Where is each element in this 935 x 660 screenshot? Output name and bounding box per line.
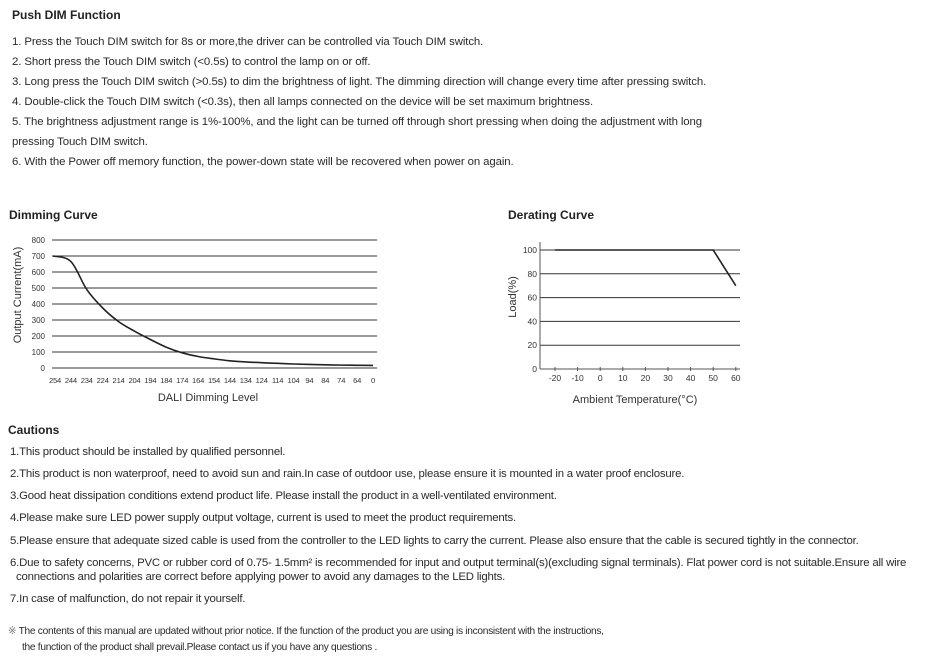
push-dim-line-4: 4. Double-click the Touch DIM switch (<0.3s), then all lamps connected on the device will be set maximum brightness.: [12, 96, 594, 108]
push-dim-line-5-cont: pressing Touch DIM switch.: [12, 136, 148, 148]
caution-4: 4.Please make sure LED power supply output voltage, current is used to meet the product requirements.: [10, 512, 516, 524]
dimming-y-ticks: [32, 236, 46, 373]
dimming-y-tick-label: 400: [31, 300, 45, 309]
derating-y-ticks: [523, 245, 537, 374]
push-dim-line-1: 1. Press the Touch DIM switch for 8s or more,the driver can be controlled via Touch DIM switch.: [12, 36, 484, 48]
dimming-x-label: DALI Dimming Level: [157, 392, 259, 404]
derating-x-tick-label: -20: [548, 373, 562, 383]
dimming-y-label: Output Current(mA): [12, 246, 24, 344]
dimming-x-tick-label: 74: [337, 376, 346, 385]
derating-x-tick-label: 10: [618, 373, 628, 383]
derating-x-tick-label: -10: [571, 373, 584, 383]
dimming-x-tick-label: 234: [80, 376, 93, 385]
derating-x-tick-label: 20: [640, 373, 651, 383]
derating-y-tick-label: 20: [527, 340, 537, 351]
dimming-x-tick-label: 164: [192, 376, 205, 385]
dimming-grid: [52, 240, 377, 368]
derating-curve-line: [555, 250, 736, 286]
dimming-x-tick-label: 104: [287, 376, 300, 385]
derating-x-tick-label: 60: [731, 373, 741, 383]
derating-curve-chart: [500, 200, 760, 410]
dimming-x-tick-label: 184: [160, 376, 173, 385]
derating-y-tick-label: 80: [527, 268, 537, 279]
cautions-title: Cautions: [8, 423, 60, 437]
dimming-x-tick-label: 214: [112, 376, 125, 385]
derating-x-tick-label: 40: [685, 373, 696, 383]
dimming-x-tick-label: 84: [321, 376, 330, 385]
dimming-x-tick-label: 224: [96, 376, 109, 385]
dimming-y-tick-label: 800: [31, 236, 45, 245]
dimming-x-tick-label: 144: [223, 376, 236, 385]
notice-line-2: the function of the product shall prevail.Please contact us if you have any questions .: [22, 642, 378, 653]
derating-x-tick-label: 30: [663, 373, 673, 383]
notice-line-1: [8, 626, 604, 637]
push-dim-line-2: 2. Short press the Touch DIM switch (<0.5s) to control the lamp on or off.: [12, 56, 371, 68]
dimming-y-tick-label: 100: [31, 348, 45, 357]
dimming-x-tick-label: 204: [128, 376, 141, 385]
caution-1: 1.This product should be installed by qualified personnel.: [10, 446, 286, 458]
derating-y-tick-label: 60: [527, 292, 537, 303]
dimming-x-tick-label: 194: [144, 376, 157, 385]
derating-y-label: Load(%): [507, 276, 519, 318]
push-dim-line-6: 6. With the Power off memory function, the power-down state will be recovered when power on again.: [12, 156, 514, 168]
dimming-y-tick-label: 300: [31, 316, 45, 325]
dimming-x-tick-label: 94: [305, 376, 314, 385]
derating-x-label: Ambient Temperature(°C): [572, 394, 698, 406]
push-dim-line-3: 3. Long press the Touch DIM switch (>0.5s) to dim the brightness of light. The dimming direction will change every time after pressing switch.: [12, 76, 707, 88]
dimming-x-tick-label: 134: [239, 376, 252, 385]
dimming-y-tick-label: 500: [31, 284, 45, 293]
caution-5: 5.Please ensure that adequate sized cable is used from the controller to the LED lights to carry the current. Please also ensure that the cable is secured tightly in the connector.: [10, 535, 859, 547]
dimming-x-tick-label: 154: [207, 376, 221, 385]
derating-x-tick-label: 50: [708, 373, 718, 383]
dimming-y-tick-label: 700: [31, 252, 45, 261]
dimming-x-tick-label: 244: [64, 376, 77, 385]
caution-6: 6.Due to safety concerns, PVC or rubber cord of 0.75- 1.5mm² is recommended for input and output terminal(s)(excluding signal terminals). Flat power cord is not suitable.Ensure all wire: [10, 557, 907, 569]
derating-x-tick-label: 0: [597, 373, 603, 383]
derating-y-tick-label: 0: [532, 364, 537, 374]
dimming-y-tick-label: 0: [40, 364, 45, 373]
derating-curve-title: Derating Curve: [508, 208, 595, 222]
caution-6-cont: connections and polarities are correct before applying power to avoid any damages to the LED lights.: [16, 571, 506, 583]
notice-mark-icon: ※: [8, 626, 17, 637]
push-dim-line-5: 5. The brightness adjustment range is 1%-100%, and the light can be turned off through short pressing when doing the adjustment with long: [12, 116, 703, 128]
derating-y-tick-label: 100: [522, 245, 537, 255]
dimming-x-tick-label: 124: [255, 376, 268, 385]
notice-text-1: The contents of this manual are updated without prior notice. If the function of the product you are using is inconsistent with the instructions,: [18, 626, 604, 637]
dimming-curve-chart: [0, 200, 470, 410]
caution-2: 2.This product is non waterproof, need to avoid sun and rain.In case of outdoor use, please ensure it is mounted in a water proof enclosure.: [10, 468, 685, 480]
dimming-curve-title: Dimming Curve: [9, 208, 98, 222]
caution-7: 7.In case of malfunction, do not repair it yourself.: [10, 593, 246, 605]
dimming-x-tick-label: 64: [353, 376, 362, 385]
caution-3: 3.Good heat dissipation conditions extend product life. Please install the product in a well-ventilated environment.: [10, 490, 557, 502]
derating-y-tick-label: 40: [527, 316, 537, 327]
dimming-x-ticks: [49, 376, 375, 385]
dimming-x-tick-label: 254: [48, 376, 62, 385]
derating-grid: [540, 242, 740, 369]
dimming-y-tick-label: 600: [31, 268, 45, 277]
dimming-x-tick-label: 174: [176, 376, 189, 385]
dimming-x-tick-label: 0: [370, 376, 376, 385]
dimming-x-tick-label: 114: [271, 376, 284, 385]
dimming-y-tick-label: 200: [31, 332, 45, 341]
push-dim-title: Push DIM Function: [12, 8, 121, 22]
